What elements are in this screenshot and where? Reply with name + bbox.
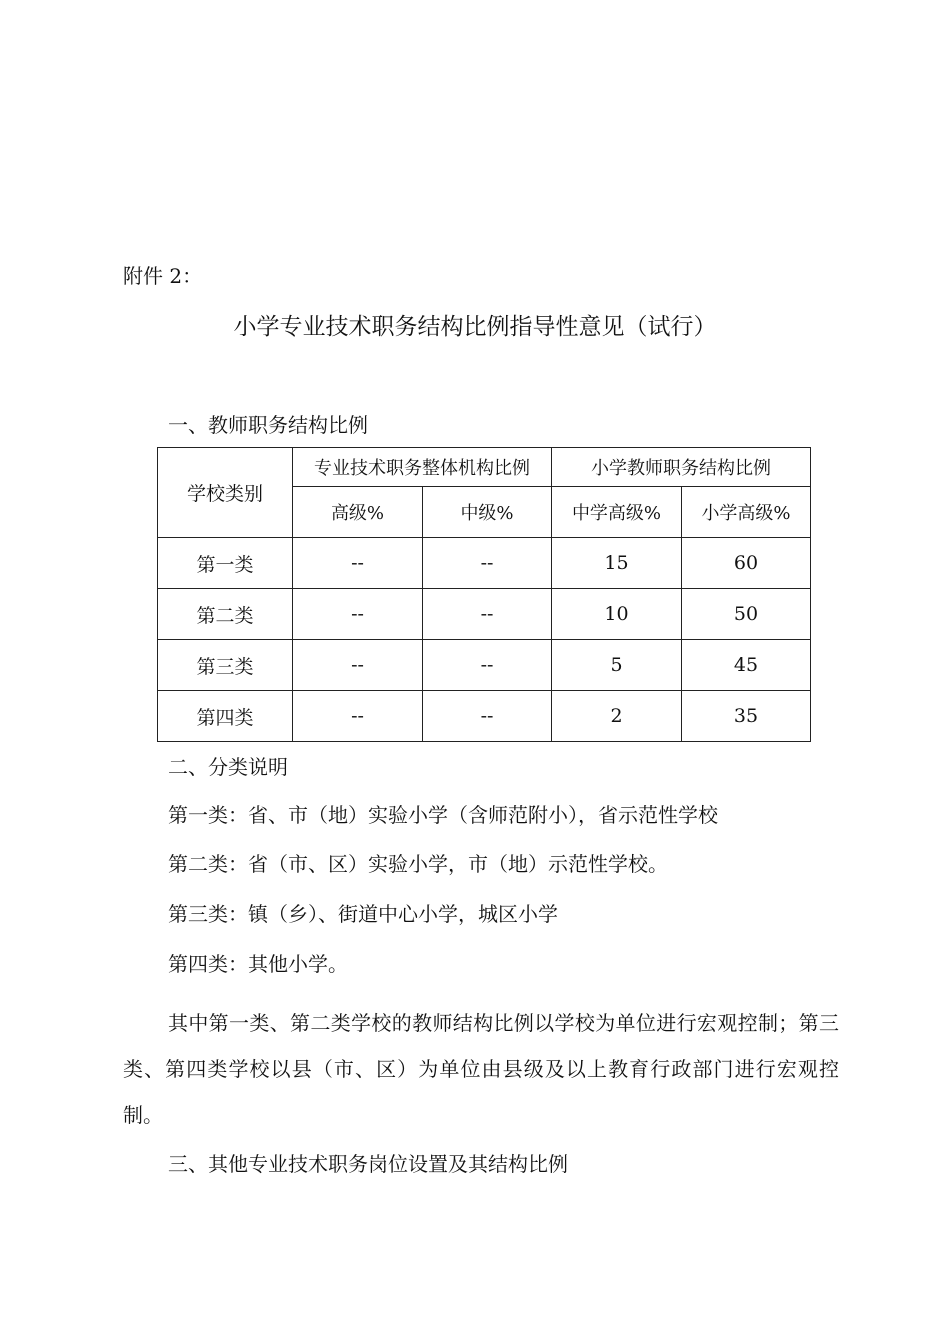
attachment-label: 附件 2： xyxy=(123,264,203,288)
cell-senior: -- xyxy=(293,589,423,640)
cell-ms-senior: 10 xyxy=(552,589,682,640)
category-line-3: 第三类：镇（乡）、街道中心小学，城区小学 xyxy=(168,902,558,926)
table-row xyxy=(158,538,811,589)
category-line-1: 第一类：省、市（地）实验小学（含师范附小），省示范性学校 xyxy=(168,803,718,827)
table-row xyxy=(158,589,811,640)
ratio-table xyxy=(157,447,811,742)
document-title: 小学专业技术职务结构比例指导性意见（试行） xyxy=(233,314,717,340)
cell-middle: -- xyxy=(423,589,552,640)
cell-ps-senior: 45 xyxy=(682,640,811,691)
cell-ps-senior: 50 xyxy=(682,589,811,640)
section-heading-2: 二、分类说明 xyxy=(168,755,288,779)
header-middle: 中级% xyxy=(423,487,552,538)
cell-ps-senior: 60 xyxy=(682,538,811,589)
control-paragraph: 其中第一类、第二类学校的教师结构比例以学校为单位进行宏观控制；第三类、第四类学校以县（市、区）为单位由县级及以上教育行政部门进行宏观控制。 xyxy=(123,1011,839,1127)
section-heading-3: 三、其他专业技术职务岗位设置及其结构比例 xyxy=(168,1152,568,1176)
cell-type: 第二类 xyxy=(158,589,293,640)
table-header-row-1 xyxy=(158,448,811,487)
cell-middle: -- xyxy=(423,691,552,742)
section-heading-1: 一、教师职务结构比例 xyxy=(168,413,368,437)
cell-senior: -- xyxy=(293,691,423,742)
cell-middle: -- xyxy=(423,538,552,589)
category-line-4: 第四类：其他小学。 xyxy=(168,952,348,976)
table-row xyxy=(158,691,811,742)
cell-senior: -- xyxy=(293,538,423,589)
header-group-overall: 专业技术职务整体机构比例 xyxy=(293,448,552,487)
header-senior: 高级% xyxy=(293,487,423,538)
cell-ms-senior: 5 xyxy=(552,640,682,691)
cell-ms-senior: 2 xyxy=(552,691,682,742)
category-line-2: 第二类：省（市、区）实验小学，市（地）示范性学校。 xyxy=(168,852,668,876)
cell-middle: -- xyxy=(423,640,552,691)
header-school-type: 学校类别 xyxy=(158,448,293,538)
cell-senior: -- xyxy=(293,640,423,691)
cell-ms-senior: 15 xyxy=(552,538,682,589)
cell-type: 第四类 xyxy=(158,691,293,742)
header-ps-senior: 小学高级% xyxy=(682,487,811,538)
cell-ps-senior: 35 xyxy=(682,691,811,742)
cell-type: 第三类 xyxy=(158,640,293,691)
cell-type: 第一类 xyxy=(158,538,293,589)
header-group-primary: 小学教师职务结构比例 xyxy=(552,448,811,487)
table-row xyxy=(158,640,811,691)
header-ms-senior: 中学高级% xyxy=(552,487,682,538)
